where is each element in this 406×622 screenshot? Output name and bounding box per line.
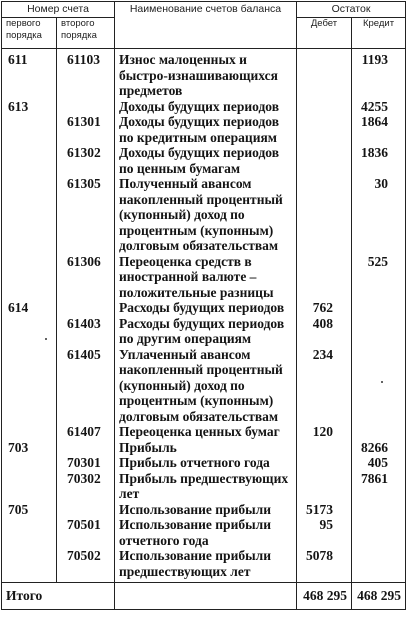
debit-cell	[297, 49, 352, 99]
credit-cell: 7861	[352, 471, 406, 502]
total-label: Итого	[2, 583, 115, 610]
account-name-cell: Прибыль предшествующих лет	[115, 471, 297, 502]
credit-cell	[352, 316, 406, 347]
first-order-cell	[2, 114, 57, 145]
second-order-cell: 70301	[57, 455, 115, 471]
second-order-cell: 61403	[57, 316, 115, 347]
table-row	[2, 471, 406, 502]
account-name-cell: Прибыль отчетного года	[115, 455, 297, 471]
credit-cell	[352, 300, 406, 316]
table-row	[2, 254, 406, 301]
credit-cell: 525	[352, 254, 406, 301]
credit-cell	[352, 548, 406, 583]
second-order-cell	[57, 99, 115, 115]
credit-cell: 405	[352, 455, 406, 471]
credit-cell: 1836	[352, 145, 406, 176]
table-row	[2, 145, 406, 176]
second-order-cell: 61301	[57, 114, 115, 145]
table-row	[2, 176, 406, 254]
credit-cell	[352, 424, 406, 440]
second-order-header: второго порядка	[57, 18, 115, 49]
debit-cell	[297, 455, 352, 471]
debit-cell	[297, 254, 352, 301]
table-row	[2, 316, 406, 347]
debit-cell	[297, 440, 352, 456]
second-order-cell: 61407	[57, 424, 115, 440]
account-name-cell: Использование прибыли	[115, 502, 297, 518]
debit-cell: 5173	[297, 502, 352, 518]
debit-cell: 234	[297, 347, 352, 425]
second-order-cell	[57, 300, 115, 316]
first-order-header: первого порядка	[2, 18, 57, 49]
debit-cell: 95	[297, 517, 352, 548]
account-number-header: Номер счета	[2, 2, 115, 18]
second-order-cell: 61103	[57, 49, 115, 99]
table-row	[2, 300, 406, 316]
debit-cell: 5078	[297, 548, 352, 583]
account-name-cell: Использование прибыли предшествующих лет	[115, 548, 297, 583]
total-debit: 468 295	[297, 583, 352, 610]
debit-cell	[297, 114, 352, 145]
debit-cell: 762	[297, 300, 352, 316]
first-order-cell: 703	[2, 440, 57, 456]
table-row	[2, 424, 406, 440]
account-name-cell: Использование прибыли отчетного года	[115, 517, 297, 548]
second-order-cell: 61302	[57, 145, 115, 176]
first-order-cell	[2, 471, 57, 502]
first-order-cell	[2, 254, 57, 301]
balance-header: Остаток	[297, 2, 406, 18]
second-order-cell: 61306	[57, 254, 115, 301]
account-name-header: Наименование счетов баланса	[115, 2, 297, 49]
total-credit: 468 295	[352, 583, 406, 610]
first-order-cell	[2, 176, 57, 254]
credit-header: Кредит	[352, 18, 406, 49]
account-name-cell: Износ малоценных и быстро-изнашивающихся предметов	[115, 49, 297, 99]
table-row	[2, 517, 406, 548]
debit-cell	[297, 145, 352, 176]
credit-cell	[352, 502, 406, 518]
credit-cell	[352, 517, 406, 548]
table-row	[2, 502, 406, 518]
debit-header: Дебет	[297, 18, 352, 49]
table-row	[2, 455, 406, 471]
first-order-cell	[2, 316, 57, 347]
balance-table	[1, 1, 406, 610]
first-order-cell	[2, 424, 57, 440]
second-order-cell: 70502	[57, 548, 115, 583]
first-order-cell	[2, 145, 57, 176]
table-row	[2, 347, 406, 425]
debit-cell: 120	[297, 424, 352, 440]
debit-cell	[297, 471, 352, 502]
first-order-cell	[2, 455, 57, 471]
table-row	[2, 440, 406, 456]
table-row	[2, 49, 406, 99]
table-row	[2, 99, 406, 115]
credit-cell: 30	[352, 176, 406, 254]
credit-cell: 1864	[352, 114, 406, 145]
first-order-cell: 613	[2, 99, 57, 115]
total-name-cell	[115, 583, 297, 610]
header-row-top	[2, 2, 406, 18]
second-order-cell	[57, 502, 115, 518]
second-order-cell	[57, 440, 115, 456]
table-row	[2, 548, 406, 583]
account-name-cell: Расходы будущих периодов	[115, 300, 297, 316]
account-name-cell: Уплаченный авансом накопленный процентный (купонный) доход по процентным (купонным) долговым обязательствам	[115, 347, 297, 425]
account-name-cell: Доходы будущих периодов по ценным бумагам	[115, 145, 297, 176]
account-name-cell: Прибыль	[115, 440, 297, 456]
second-order-cell: 61405	[57, 347, 115, 425]
first-order-cell	[2, 517, 57, 548]
account-name-cell: Переоценка ценных бумаг	[115, 424, 297, 440]
credit-cell	[352, 347, 406, 425]
total-row	[2, 583, 406, 610]
print-speck	[381, 381, 383, 383]
account-name-cell: Доходы будущих периодов по кредитным операциям	[115, 114, 297, 145]
account-name-cell: Доходы будущих периодов	[115, 99, 297, 115]
first-order-cell: 611	[2, 49, 57, 99]
second-order-cell: 70501	[57, 517, 115, 548]
credit-cell: 8266	[352, 440, 406, 456]
first-order-cell: 614	[2, 300, 57, 316]
account-name-cell: Полученный авансом накопленный процентный (купонный) доход по процентным (купонным) долговым обязательствам	[115, 176, 297, 254]
debit-cell	[297, 99, 352, 115]
second-order-cell: 70302	[57, 471, 115, 502]
table-body	[2, 49, 406, 583]
table-row	[2, 114, 406, 145]
first-order-cell	[2, 347, 57, 425]
account-name-cell: Переоценка средств в иностранной валюте – положительные разницы	[115, 254, 297, 301]
second-order-cell: 61305	[57, 176, 115, 254]
print-speck	[45, 338, 47, 340]
first-order-cell	[2, 548, 57, 583]
credit-cell: 1193	[352, 49, 406, 99]
credit-cell: 4255	[352, 99, 406, 115]
account-name-cell: Расходы будущих периодов по другим операциям	[115, 316, 297, 347]
debit-cell	[297, 176, 352, 254]
debit-cell: 408	[297, 316, 352, 347]
first-order-cell: 705	[2, 502, 57, 518]
